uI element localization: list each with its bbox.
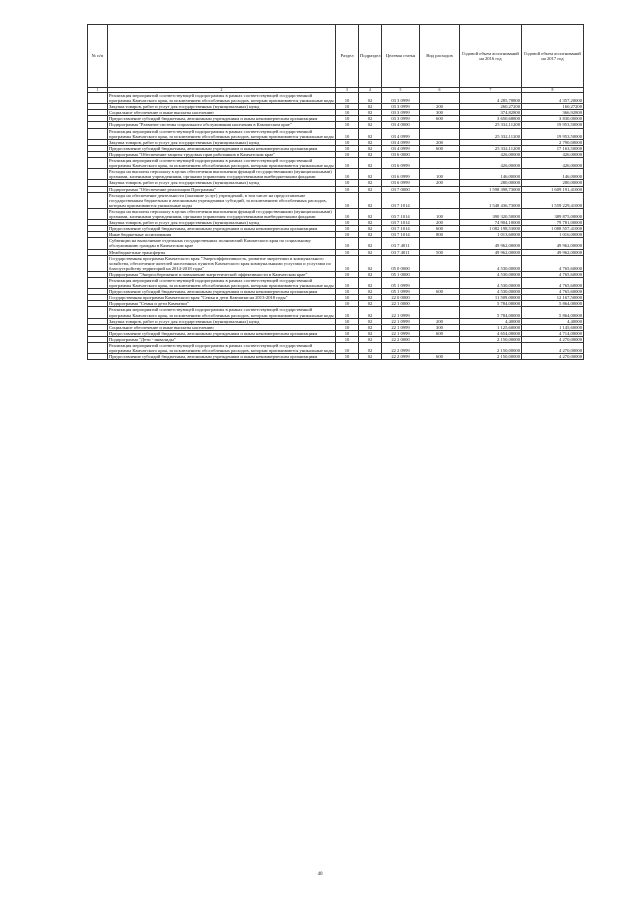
celevaya-statya-cell: 03 7 1014	[382, 192, 420, 208]
razdel-cell: 10	[336, 255, 359, 271]
celevaya-statya-cell: 05 1 0000	[382, 271, 420, 277]
vid-raskhodov-cell: 600	[420, 226, 460, 232]
podrazdel-cell: 02	[359, 158, 382, 169]
amount-2016-cell: 4 530,00000	[460, 255, 522, 271]
amount-2016-cell: 1 013,60000	[460, 232, 522, 238]
razdel-cell: 10	[336, 278, 359, 289]
podrazdel-cell: 02	[359, 128, 382, 139]
amount-2016-cell: 1 082 198,53000	[460, 226, 522, 232]
razdel-cell: 10	[336, 226, 359, 232]
vid-raskhodov-cell: 600	[420, 116, 460, 122]
vid-raskhodov-cell: 500	[420, 249, 460, 255]
amount-2016-cell: 1 548 436,73000	[460, 192, 522, 208]
column-number: 7	[460, 88, 522, 93]
amount-2017-cell: 49 962,00000	[522, 238, 584, 249]
row-number-cell	[88, 169, 108, 180]
podrazdel-cell: 02	[359, 226, 382, 232]
header-celevaya-statya: Целевая статья	[382, 25, 420, 88]
vid-raskhodov-cell: 100	[420, 208, 460, 219]
celevaya-statya-cell: 03 3 0999	[382, 116, 420, 122]
amount-2016-cell: 426,00000	[460, 151, 522, 157]
celevaya-statya-cell: 22 0 0000	[382, 295, 420, 301]
amount-2017-cell: 4 765,60000	[522, 271, 584, 277]
razdel-cell: 10	[336, 336, 359, 342]
vid-raskhodov-cell	[420, 238, 460, 249]
row-number-cell	[88, 128, 108, 139]
vid-raskhodov-cell	[420, 343, 460, 354]
amount-2017-cell: 1 145,60000	[522, 324, 584, 330]
header-no: № п/п	[88, 25, 108, 88]
table-row	[88, 354, 584, 360]
razdel-cell: 10	[336, 122, 359, 128]
column-number: 4	[359, 88, 382, 93]
amount-2017-cell: 426,00000	[522, 158, 584, 169]
header-vid-raskhodov: Вид расходов	[420, 25, 460, 88]
amount-2016-cell: 2 150,00000	[460, 336, 522, 342]
vid-raskhodov-cell	[420, 158, 460, 169]
row-number-cell	[88, 354, 108, 360]
amount-2016-cell: 4 530,00000	[460, 271, 522, 277]
vid-raskhodov-cell	[420, 192, 460, 208]
amount-2017-cell: 4 270,00000	[522, 343, 584, 354]
vid-raskhodov-cell	[420, 278, 460, 289]
expense-name-cell: Расходы на выплаты персоналу в целях обеспечения выполнения функций государственными (муниципальными) органами, казенными учреждениями, органами управления государственными внебюджетными фондами	[108, 169, 336, 180]
amount-2017-cell: 17 163,50000	[522, 145, 584, 151]
vid-raskhodov-cell: 600	[420, 354, 460, 360]
row-number-cell	[88, 208, 108, 219]
column-number: 6	[420, 88, 460, 93]
expense-name-cell: Предоставление субсидий бюджетным, автономным учреждениям и иным некоммерческим организациям	[108, 145, 336, 151]
amount-2017-cell: 366,92800	[522, 110, 584, 116]
celevaya-statya-cell: 03 7 1014	[382, 208, 420, 219]
razdel-cell: 10	[336, 116, 359, 122]
amount-2017-cell: 4,40000	[522, 318, 584, 324]
celevaya-statya-cell: 03 7 1014	[382, 226, 420, 232]
vid-raskhodov-cell: 600	[420, 289, 460, 295]
table-row	[88, 238, 584, 249]
amount-2016-cell: 4 654,00000	[460, 330, 522, 336]
podrazdel-cell: 02	[359, 151, 382, 157]
column-number: 1	[88, 88, 108, 93]
amount-2016-cell: 49 962,00000	[460, 238, 522, 249]
vid-raskhodov-cell: 200	[420, 318, 460, 324]
amount-2016-cell: 4 530,00000	[460, 278, 522, 289]
expense-name-cell: Реализация мероприятий соответствующей подпрограммы в рамках соответствующей государственной программы Камчатского края, за исключением обособленных расходов, которым присваиваются уникальные коды	[109, 343, 334, 354]
celevaya-statya-cell: 22 1 0999	[382, 307, 420, 318]
amount-2016-cell: 4 530,00000	[460, 289, 522, 295]
podrazdel-cell: 02	[359, 318, 382, 324]
celevaya-statya-cell: 03 3 0999	[382, 104, 420, 110]
celevaya-statya-cell: 03 7 1014	[382, 220, 420, 226]
vid-raskhodov-cell: 600	[420, 145, 460, 151]
celevaya-statya-cell: 22 2 0999	[382, 343, 420, 354]
celevaya-statya-cell: 03 3 0999	[382, 110, 420, 116]
table-row	[88, 307, 584, 318]
expense-name-cell: Предоставление субсидий бюджетным, автономным учреждениям и иным некоммерческим организациям	[108, 354, 336, 360]
table-row	[88, 93, 584, 104]
celevaya-statya-cell: 03 6 0999	[382, 180, 420, 186]
amount-2017-cell: 19 953,50000	[522, 122, 584, 128]
amount-2017-cell: 3 830,00000	[522, 116, 584, 122]
podrazdel-cell: 02	[359, 145, 382, 151]
expense-name-cell: Подпрограмма "Дети - инвалиды"	[108, 336, 336, 342]
celevaya-statya-cell: 03 4 0999	[382, 139, 420, 145]
expense-name-cell: Реализация мероприятий соответствующей подпрограммы в рамках соответствующей государственной программы Камчатского края, за исключением обособленных расходов, которым присваиваются уникальные коды	[109, 158, 334, 169]
podrazdel-cell: 02	[359, 330, 382, 336]
vid-raskhodov-cell: 600	[420, 330, 460, 336]
razdel-cell: 10	[336, 145, 359, 151]
amount-2016-cell: 146,00000	[460, 169, 522, 180]
podrazdel-cell: 02	[359, 343, 382, 354]
amount-2016-cell: 5 784,00000	[460, 307, 522, 318]
amount-2017-cell: 5 864,00000	[522, 301, 584, 307]
razdel-cell: 10	[336, 104, 359, 110]
razdel-cell: 10	[336, 139, 359, 145]
vid-raskhodov-cell	[420, 93, 460, 104]
celevaya-statya-cell: 05 1 0999	[382, 278, 420, 289]
amount-2017-cell: 1 609 191,41000	[522, 186, 584, 192]
celevaya-statya-cell: 22 1 0000	[382, 301, 420, 307]
amount-2016-cell: 3 650,68800	[460, 116, 522, 122]
amount-2017-cell: 4 765,60000	[522, 255, 584, 271]
amount-2017-cell: 4 270,00000	[522, 336, 584, 342]
column-number: 5	[382, 88, 420, 93]
expense-name-cell: Межбюджетные трансферты	[108, 249, 336, 255]
table-row	[88, 169, 584, 180]
podrazdel-cell: 02	[359, 232, 382, 238]
amount-2016-cell: 1 598 398,73000	[460, 186, 522, 192]
vid-raskhodov-cell: 200	[420, 139, 460, 145]
expense-name-cell: Предоставление субсидий бюджетным, автономным учреждениям и иным некоммерческим организациям	[108, 330, 336, 336]
celevaya-statya-cell: 22 1 0999	[382, 330, 420, 336]
row-number-cell	[88, 158, 108, 169]
podrazdel-cell: 02	[359, 122, 382, 128]
amount-2017-cell: 19 953,50000	[522, 128, 584, 139]
expense-name-cell: Подпрограмма "Обеспечение реализации Программы"	[108, 186, 336, 192]
amount-2016-cell: 280,00000	[460, 180, 522, 186]
podrazdel-cell: 02	[359, 192, 382, 208]
expense-name-cell: Реализация мероприятий соответствующей подпрограммы в рамках соответствующей государственной программы Камчатского края, за исключением обособленных расходов, которым присваиваются уникальные коды	[109, 128, 334, 139]
podrazdel-cell: 02	[359, 139, 382, 145]
razdel-cell: 10	[336, 220, 359, 226]
amount-2017-cell: 146,00000	[522, 169, 584, 180]
razdel-cell: 10	[336, 324, 359, 330]
podrazdel-cell: 02	[359, 104, 382, 110]
header-name	[108, 25, 336, 88]
budget-table-page	[87, 24, 583, 360]
podrazdel-cell: 02	[359, 354, 382, 360]
page-number: 40	[317, 872, 323, 877]
podrazdel-cell: 02	[359, 289, 382, 295]
celevaya-statya-cell: 03 7 4011	[382, 238, 420, 249]
amount-2016-cell: 4,40000	[460, 318, 522, 324]
expense-name-cell: Предоставление субсидий бюджетным, автономным учреждениям и иным некоммерческим организациям	[108, 226, 336, 232]
amount-2016-cell: 5 784,00000	[460, 301, 522, 307]
celevaya-statya-cell: 22 1 0999	[382, 324, 420, 330]
vid-raskhodov-cell: 200	[420, 180, 460, 186]
razdel-cell: 10	[336, 110, 359, 116]
podrazdel-cell: 02	[359, 271, 382, 277]
razdel-cell: 10	[336, 208, 359, 219]
expense-name-cell: Предоставление субсидий бюджетным, автономным учреждениям и иным некоммерческим организациям	[108, 116, 336, 122]
vid-raskhodov-cell: 800	[420, 232, 460, 238]
razdel-cell: 10	[336, 192, 359, 208]
amount-2016-cell: 2 150,00000	[460, 354, 522, 360]
row-number-cell	[88, 307, 108, 318]
expense-name-cell: Реализация мероприятий соответствующей подпрограммы в рамках соответствующей государственной программы Камчатского края, за исключением обособленных расходов, которым присваиваются уникальные коды	[109, 278, 334, 289]
row-number-cell	[88, 343, 108, 354]
expense-name-cell: Государственная программа Камчатского края "Энергоэффективность, развитие энергетики и коммунального хозяйства, обеспечение жителей населенных пунктов Камчатского края коммунальными услугами и услугами по благоустройству территорий на 2014-2018 годы"	[108, 255, 336, 271]
podrazdel-cell: 02	[359, 324, 382, 330]
budget-table	[87, 24, 584, 360]
expense-name-cell: Подпрограмма "Развитие системы социального обслуживания населения в Камчатском крае"	[108, 122, 336, 128]
amount-2016-cell: 374,82800	[460, 110, 522, 116]
row-number-cell	[88, 192, 108, 208]
amount-2017-cell: 4 270,00000	[522, 354, 584, 360]
expense-name-cell: Расходы на обеспечение деятельности (оказание услуг) учреждений, в том числе на предоставление государственным бюджетным и автономным учреждениям субсидий, за исключением обособленных расходов, которым присваиваются уникальные коды	[108, 192, 336, 208]
expense-name-cell: Подпрограмма "Обеспечение защиты трудовых прав работников в Камчатском крае"	[108, 151, 336, 157]
razdel-cell: 10	[336, 289, 359, 295]
amount-2016-cell: 260,27200	[460, 104, 522, 110]
table-row	[88, 192, 584, 208]
vid-raskhodov-cell: 200	[420, 104, 460, 110]
expense-name-cell: Предоставление субсидий бюджетным, автономным учреждениям и иным некоммерческим организациям	[108, 289, 336, 295]
celevaya-statya-cell: 03 7 0000	[382, 186, 420, 192]
table-body	[88, 93, 584, 360]
razdel-cell: 10	[336, 151, 359, 157]
podrazdel-cell: 02	[359, 169, 382, 180]
amount-2017-cell: 1 088 557,41000	[522, 226, 584, 232]
celevaya-statya-cell: 05 1 0999	[382, 289, 420, 295]
razdel-cell: 10	[336, 238, 359, 249]
razdel-cell: 10	[336, 169, 359, 180]
razdel-cell: 10	[336, 249, 359, 255]
celevaya-statya-cell: 22 2 0000	[382, 336, 420, 342]
celevaya-statya-cell: 03 7 1014	[382, 232, 420, 238]
amount-2017-cell: 389 875,00000	[522, 208, 584, 219]
amount-2016-cell: 2 150,00000	[460, 343, 522, 354]
razdel-cell: 10	[336, 354, 359, 360]
razdel-cell: 10	[336, 307, 359, 318]
amount-2016-cell: 1 125,60000	[460, 324, 522, 330]
amount-2017-cell: 49 962,00000	[522, 249, 584, 255]
vid-raskhodov-cell: 200	[420, 220, 460, 226]
razdel-cell: 10	[336, 271, 359, 277]
razdel-cell: 10	[336, 180, 359, 186]
celevaya-statya-cell: 22 2 0999	[382, 354, 420, 360]
header-razdel: Раздел	[336, 25, 359, 88]
podrazdel-cell: 02	[359, 295, 382, 301]
celevaya-statya-cell: 03 4 0999	[382, 145, 420, 151]
expense-name-cell: Государственная программа Камчатского края "Семья и дети Камчатки на 2013-2018 годы"	[108, 295, 336, 301]
razdel-cell: 10	[336, 93, 359, 104]
razdel-cell: 10	[336, 330, 359, 336]
amount-2016-cell: 426,00000	[460, 158, 522, 169]
podrazdel-cell: 02	[359, 186, 382, 192]
amount-2017-cell: 426,00000	[522, 151, 584, 157]
column-number: 8	[522, 88, 584, 93]
table-row	[88, 208, 584, 219]
podrazdel-cell: 02	[359, 180, 382, 186]
row-number-cell	[88, 238, 108, 249]
expense-name-cell: Расходы на выплаты персоналу в целях обеспечения выполнения функций государственными (муниципальными) органами, казенными учреждениями, органами управления государственными внебюджетными фондами	[108, 208, 336, 219]
razdel-cell: 10	[336, 232, 359, 238]
razdel-cell: 10	[336, 186, 359, 192]
celevaya-statya-cell: 03 4 0999	[382, 128, 420, 139]
amount-2017-cell: 5 864,00000	[522, 307, 584, 318]
vid-raskhodov-cell	[420, 128, 460, 139]
expense-name-cell: Реализация мероприятий соответствующей подпрограммы в рамках соответствующей государственной программы Камчатского края, за исключением обособленных расходов, которым присваиваются уникальные коды	[109, 93, 334, 104]
row-number-cell	[88, 93, 108, 104]
header-podrazdel: Подраздел	[359, 25, 382, 88]
header-year-2017: Годовой объем ассигнований на 2017 год	[522, 25, 584, 88]
amount-2017-cell: 1 016,00000	[522, 232, 584, 238]
amount-2016-cell: 25 332,11200	[460, 145, 522, 151]
expense-name-cell: Реализация мероприятий соответствующей подпрограммы в рамках соответствующей государственной программы Камчатского края, за исключением обособленных расходов, которым присваиваются уникальные коды	[109, 307, 334, 318]
razdel-cell: 10	[336, 318, 359, 324]
amount-2017-cell: 12 167,50000	[522, 295, 584, 301]
amount-2017-cell: 79 781,00000	[522, 220, 584, 226]
table-row	[88, 255, 584, 271]
razdel-cell: 10	[336, 295, 359, 301]
podrazdel-cell: 02	[359, 110, 382, 116]
vid-raskhodov-cell: 300	[420, 324, 460, 330]
razdel-cell: 10	[336, 301, 359, 307]
podrazdel-cell: 02	[359, 255, 382, 271]
razdel-cell: 10	[336, 158, 359, 169]
expense-name-cell: Закупка товаров, работ и услуг для государственных (муниципальных) нужд	[108, 139, 336, 145]
podrazdel-cell: 02	[359, 249, 382, 255]
amount-2017-cell: 1 559 229,41000	[522, 192, 584, 208]
table-row	[88, 343, 584, 354]
celevaya-statya-cell: 03 6 0000	[382, 151, 420, 157]
celevaya-statya-cell: 05 0 0000	[382, 255, 420, 271]
expense-name-cell: Подпрограмма "Семья и дети Камчатки"	[108, 301, 336, 307]
celevaya-statya-cell: 22 1 0999	[382, 318, 420, 324]
celevaya-statya-cell: 03 3 0999	[382, 93, 420, 104]
vid-raskhodov-cell: 300	[420, 110, 460, 116]
amount-2016-cell: 25 332,11200	[460, 128, 522, 139]
razdel-cell: 10	[336, 128, 359, 139]
expense-name-cell: Закупка товаров, работ и услуг для государственных (муниципальных) нужд	[108, 318, 336, 324]
podrazdel-cell: 02	[359, 93, 382, 104]
amount-2016-cell: 74 904,10000	[460, 220, 522, 226]
row-number-cell	[88, 255, 108, 271]
expense-name-cell: Иные бюджетные ассигнования	[108, 232, 336, 238]
podrazdel-cell: 02	[359, 301, 382, 307]
expense-name-cell: Субвенции на выполнение отдельных государственных полномочий Камчатского края по социальному обслуживанию граждан в Камчатском крае	[108, 238, 336, 249]
table-row	[88, 158, 584, 169]
vid-raskhodov-cell	[420, 307, 460, 318]
expense-name-cell: Социальное обеспечение и иные выплаты населению	[108, 110, 336, 116]
table-row	[88, 128, 584, 139]
table-row	[88, 278, 584, 289]
amount-2017-cell: 2 790,00000	[522, 139, 584, 145]
amount-2016-cell: 49 962,00000	[460, 249, 522, 255]
podrazdel-cell: 02	[359, 116, 382, 122]
amount-2017-cell: 280,00000	[522, 180, 584, 186]
celevaya-statya-cell: 03 6 0999	[382, 169, 420, 180]
amount-2016-cell: 4 285,78800	[460, 93, 522, 104]
amount-2017-cell: 4 765,60000	[522, 289, 584, 295]
amount-2016-cell: 25 332,11200	[460, 122, 522, 128]
vid-raskhodov-cell: 100	[420, 169, 460, 180]
podrazdel-cell: 02	[359, 238, 382, 249]
amount-2016-cell: 11 509,00000	[460, 295, 522, 301]
vid-raskhodov-cell	[420, 255, 460, 271]
celevaya-statya-cell: 03 4 0000	[382, 122, 420, 128]
amount-2017-cell: 4 714,00000	[522, 330, 584, 336]
razdel-cell: 10	[336, 343, 359, 354]
amount-2017-cell: 160,27200	[522, 104, 584, 110]
amount-2017-cell: 4 765,60000	[522, 278, 584, 289]
table-header-row	[88, 25, 584, 88]
podrazdel-cell: 02	[359, 336, 382, 342]
expense-name-cell: Подпрограмма "Энергосбережение и повышение энергетической эффективности в Камчатском крае"	[108, 271, 336, 277]
celevaya-statya-cell: 03 7 4011	[382, 249, 420, 255]
row-number-cell	[88, 278, 108, 289]
header-year-2016: Годовой объем ассигнований на 2016 год	[460, 25, 522, 88]
podrazdel-cell: 02	[359, 220, 382, 226]
podrazdel-cell: 02	[359, 307, 382, 318]
podrazdel-cell: 02	[359, 208, 382, 219]
amount-2016-cell: 390 320,50000	[460, 208, 522, 219]
column-number: 2	[108, 88, 336, 93]
amount-2017-cell: 4 357,20000	[522, 93, 584, 104]
expense-name-cell: Закупка товаров, работ и услуг для государственных (муниципальных) нужд	[108, 180, 336, 186]
celevaya-statya-cell: 03 6 0999	[382, 158, 420, 169]
expense-name-cell: Закупка товаров, работ и услуг для государственных (муниципальных) нужд	[108, 104, 336, 110]
expense-name-cell: Социальное обеспечение и иные выплаты населению	[108, 324, 336, 330]
podrazdel-cell: 02	[359, 278, 382, 289]
column-number: 3	[336, 88, 359, 93]
expense-name-cell: Закупка товаров, работ и услуг для государственных (муниципальных) нужд	[108, 220, 336, 226]
